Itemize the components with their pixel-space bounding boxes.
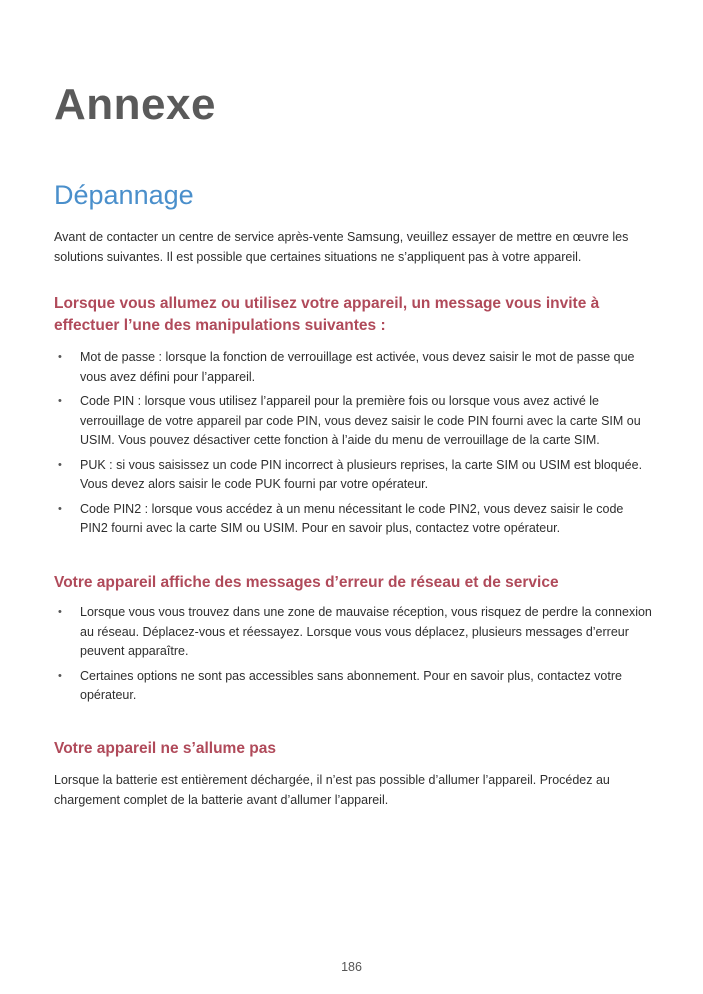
bullet-icon: • xyxy=(58,502,62,515)
list-item xyxy=(54,667,654,706)
bullet-icon: • xyxy=(58,669,62,682)
subsection-heading-network-errors: Votre appareil affiche des messages d’erreur de réseau et de service xyxy=(54,574,559,591)
bullet-icon: • xyxy=(58,458,62,471)
list-item xyxy=(54,500,654,539)
list-item-text: Lorsque vous vous trouvez dans une zone de mauvaise réception, vous risquez de perdre la connexion au réseau. Déplacez-vous et réessayez. Lorsque vous vous déplacez, plusieurs messages d’erreur peuvent apparaître. xyxy=(80,605,652,658)
list-item-text: Certaines options ne sont pas accessibles sans abonnement. Pour en savoir plus, contactez votre opérateur. xyxy=(80,668,622,702)
list-item-text: PUK : si vous saisissez un code PIN incorrect à plusieurs reprises, la carte SIM ou USIM est bloquée. Vous devez alors saisir le code PUK fourni par votre opérateur. xyxy=(80,457,643,491)
list-item xyxy=(54,456,654,495)
list-item-text: Code PIN2 : lorsque vous accédez à un menu nécessitant le code PIN2, vous devez saisir le code PIN2 fourni avec la carte SIM ou USIM. Pour en savoir plus, contactez votre opérateur. xyxy=(80,501,624,535)
chapter-title: Annexe xyxy=(54,80,216,129)
bullet-icon: • xyxy=(58,351,62,363)
list-item-text: Code PIN : lorsque vous utilisez l’appareil pour la première fois ou lorsque vous avez activé le verrouillage de votre appareil par code PIN, vous devez saisir le code PIN fourni avec la carte SIM ou USIM. Vous pouvez désactiver cette fonction à l’aide du menu de verrouillage de la carte SIM. xyxy=(80,394,641,447)
bullet-icon: • xyxy=(58,606,62,618)
bullet-list-unlock-prompts xyxy=(54,348,654,544)
intro-paragraph: Avant de contacter un centre de service après-vente Samsung, veuillez essayer de mettre en œuvre les solutions suivantes. Il est possible que certaines situations ne s’appliquent pas à votre appareil. xyxy=(54,230,629,264)
subsection-heading-no-power: Votre appareil ne s’allume pas xyxy=(54,740,276,757)
list-item-text: Mot de passe : lorsque la fonction de verrouillage est activée, vous devez saisir le mot de passe que vous avez défini pour l’appareil. xyxy=(80,350,635,384)
no-power-paragraph: Lorsque la batterie est entièrement déchargée, il n’est pas possible d’allumer l’appareil. Procédez au chargement complet de la batterie avant d’allumer l’appareil. xyxy=(54,773,610,807)
subsection-heading-unlock-prompts: Lorsque vous allumez ou utilisez votre appareil, un message vous invite à effectuer l’une des manipulations suivantes : xyxy=(54,295,600,334)
page-number: 186 xyxy=(341,960,362,974)
list-item xyxy=(54,392,654,451)
list-item xyxy=(54,348,654,387)
bullet-icon: • xyxy=(58,395,62,407)
bullet-list-network-errors xyxy=(54,603,654,711)
section-title: Dépannage xyxy=(54,180,194,210)
list-item xyxy=(54,603,654,662)
